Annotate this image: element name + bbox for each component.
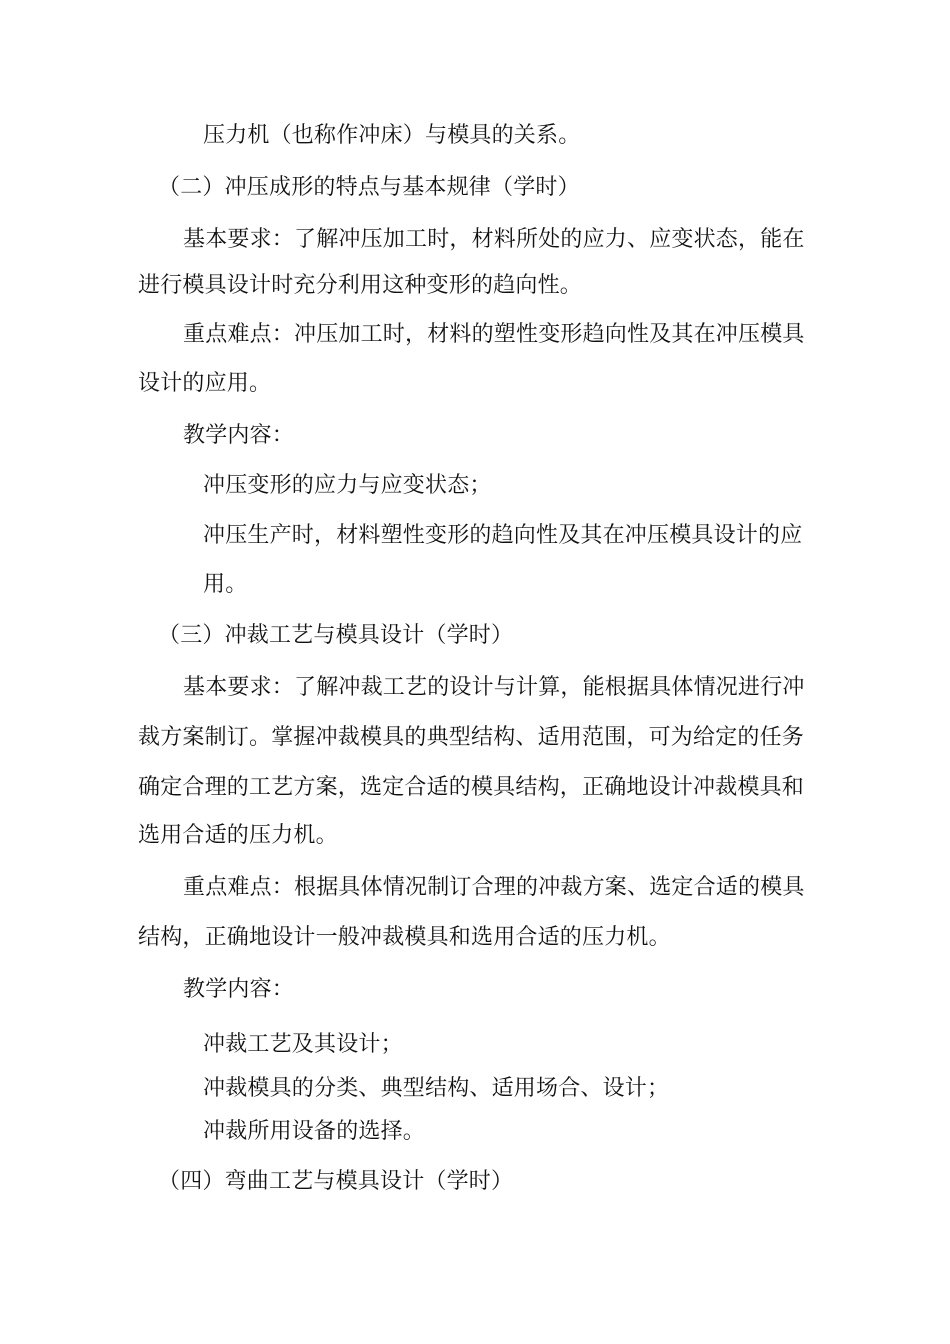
text-line: 选用合适的压力机。 [138, 823, 338, 848]
list-item: 冲裁模具的分类、典型结构、适用场合、设计； [203, 1076, 670, 1101]
text-line: 设计的应用。 [138, 371, 272, 396]
list-item: 冲裁所用设备的选择。 [203, 1119, 426, 1144]
text-line: 教学内容： [183, 977, 295, 1002]
text-line: 重点难点：根据具体情况制订合理的冲裁方案、选定合适的模具 [183, 875, 805, 900]
text-line: 压力机（也称作冲床）与模具的关系。 [203, 123, 581, 148]
text-line: 进行模具设计时充分利用这种变形的趋向性。 [138, 273, 583, 298]
section-heading: （二）冲压成形的特点与基本规律（学时） [158, 175, 580, 200]
text-line: 基本要求：了解冲裁工艺的设计与计算，能根据具体情况进行冲 [183, 675, 805, 700]
text-line: 裁方案制订。掌握冲裁模具的典型结构、适用范围，可为给定的任务 [138, 725, 805, 750]
text-line: 基本要求：了解冲压加工时，材料所处的应力、应变状态，能在 [183, 227, 805, 252]
text-line: 重点难点：冲压加工时，材料的塑性变形趋向性及其在冲压模具 [183, 322, 805, 347]
list-item: 冲裁工艺及其设计； [203, 1032, 403, 1057]
text-line: 用。 [203, 572, 248, 597]
section-heading: （四）弯曲工艺与模具设计（学时） [158, 1169, 514, 1194]
section-heading: （三）冲裁工艺与模具设计（学时） [158, 623, 514, 648]
list-item: 冲压变形的应力与应变状态； [203, 473, 492, 498]
text-line: 结构，正确地设计一般冲裁模具和选用合适的压力机。 [138, 925, 671, 950]
text-line: 确定合理的工艺方案，选定合适的模具结构，正确地设计冲裁模具和 [138, 775, 805, 800]
text-line: 教学内容： [183, 423, 295, 448]
list-item: 冲压生产时，材料塑性变形的趋向性及其在冲压模具设计的应 [203, 523, 803, 548]
